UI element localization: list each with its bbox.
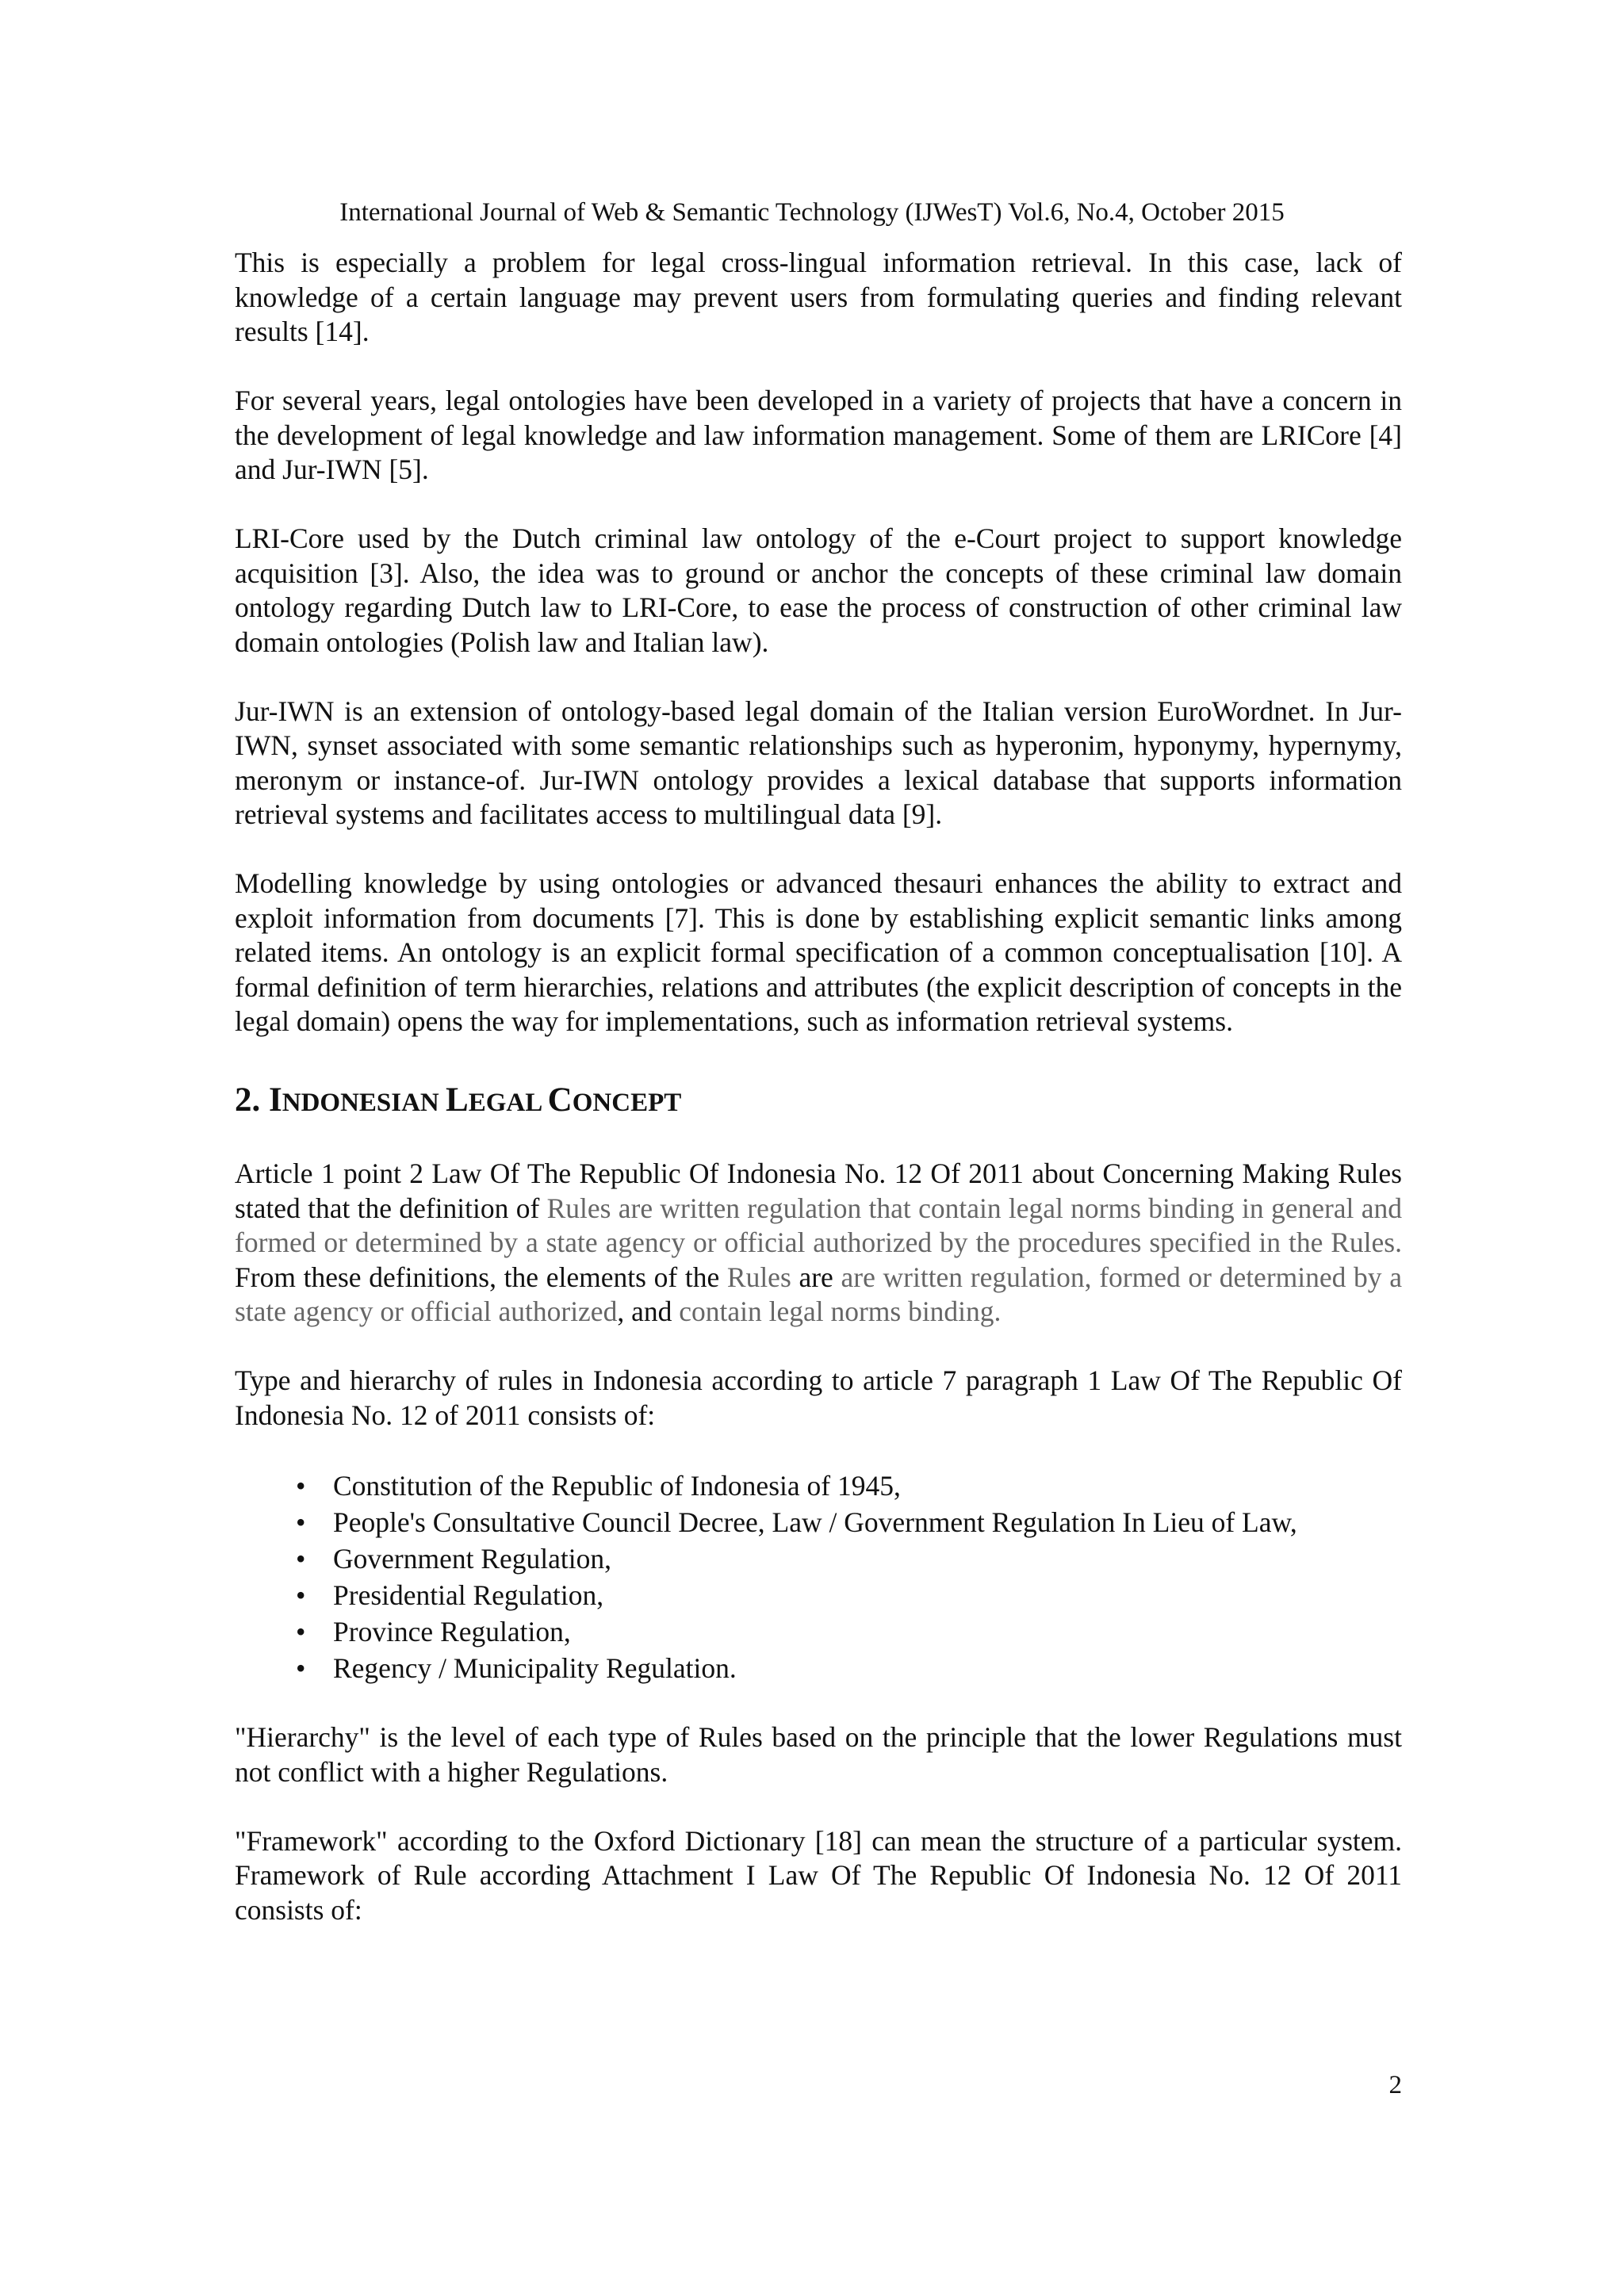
bullet-icon: • bbox=[296, 1578, 306, 1611]
paragraph-rules-definition: Article 1 point 2 Law Of The Republic Of Indonesia No. 12 Of 2011 about Concerning Making Rules stated that the definition of Rules are written regulation that contain legal norms binding in general and formed or determined by a state agency or official authorized by the procedures specified in the Rules. From these definitions, the elements of the Rules are are written regulation, formed or determined by a state agency or official authorized, and contain legal norms binding. bbox=[235, 1158, 1403, 1327]
rule-type-list bbox=[235, 1468, 1402, 1686]
bullet-icon: • bbox=[296, 1615, 306, 1647]
paragraph-jur-iwn: Jur-IWN is an extension of ontology-based legal domain of the Italian version EuroWordnet. In Jur-IWN, synset associated with some semantic relationships such as hyperonim, hyponymy, hypernymy, meronym or instance-of. Jur-IWN ontology provides a lexical database that supports information retrieval systems and facilitates access to multilingual data [9]. bbox=[235, 695, 1402, 830]
list-item: • Government Regulation, bbox=[333, 1540, 1402, 1577]
list-item: • People's Consultative Council Decree, Law / Government Regulation In Lieu of Law, bbox=[333, 1504, 1402, 1540]
section-number: 2. bbox=[235, 1081, 261, 1119]
page-number: 2 bbox=[1388, 2071, 1402, 2099]
article-body bbox=[235, 246, 1402, 1962]
list-item: • Constitution of the Republic of Indonesia of 1945, bbox=[333, 1468, 1402, 1504]
paragraph-modelling-knowledge: Modelling knowledge by using ontologies or advanced thesauri enhances the ability to extract and exploit information from documents [7]. This is done by establishing explicit semantic links among related items. An ontology is an explicit formal specification of a common conceptualisation [10]. A formal definition of term hierarchies, relations and attributes (the explicit description of concepts in the legal domain) opens the way for implementations, such as information retrieval systems. bbox=[235, 867, 1402, 1037]
paragraph-hierarchy-intro: Type and hierarchy of rules in Indonesia according to article 7 paragraph 1 Law Of The Republic Of Indonesia No. 12 of 2011 consists of: bbox=[235, 1364, 1402, 1431]
list-item: • Regency / Municipality Regulation. bbox=[333, 1650, 1402, 1686]
paragraph-cross-lingual-retrieval: This is especially a problem for legal cross-lingual information retrieval. In this case, lack of knowledge of a certain language may prevent users from formulating queries and finding relevant results [14]. bbox=[235, 247, 1402, 347]
paragraph-framework-definition: "Framework" according to the Oxford Dictionary [18] can mean the structure of a particular system. Framework of Rule according Attachment I Law Of The Republic Of Indonesia No. 12 Of 2011 consists of: bbox=[235, 1824, 1402, 1926]
section-heading-indonesian-legal-concept: 2. INDONESIAN LEGAL CONCEPT bbox=[235, 1081, 682, 1119]
bullet-icon: • bbox=[296, 1542, 306, 1575]
bullet-icon: • bbox=[296, 1469, 306, 1502]
running-header: International Journal of Web & Semantic Technology (IJWesT) Vol.6, No.4, October 2015 bbox=[339, 198, 1285, 227]
bullet-icon: • bbox=[296, 1506, 306, 1538]
bullet-icon: • bbox=[296, 1651, 306, 1684]
list-item: • Province Regulation, bbox=[333, 1613, 1402, 1650]
list-item: • Presidential Regulation, bbox=[333, 1577, 1402, 1613]
paragraph-lri-core: LRI-Core used by the Dutch criminal law ontology of the e-Court project to support knowledge acquisition [3]. Also, the idea was to ground or anchor the concepts of these criminal law domain ontology regarding Dutch law to LRI-Core, to ease the process of construction of other criminal law domain ontologies (Polish law and Italian law). bbox=[235, 522, 1402, 658]
paragraph-legal-ontologies: For several years, legal ontologies have been developed in a variety of projects that have a concern in the development of legal knowledge and law information management. Some of them are LRICore [4] and Jur-IWN [5]. bbox=[235, 385, 1402, 485]
paragraph-hierarchy-definition: "Hierarchy" is the level of each type of Rules based on the principle that the lower Regulations must not conflict with a higher Regulations. bbox=[235, 1721, 1402, 1788]
rules-definition-quote: Rules are written regulation that contain legal norms binding in general and formed or determined by a state agency or official authorized by the procedures specified in the Rules. bbox=[235, 1192, 1402, 1258]
